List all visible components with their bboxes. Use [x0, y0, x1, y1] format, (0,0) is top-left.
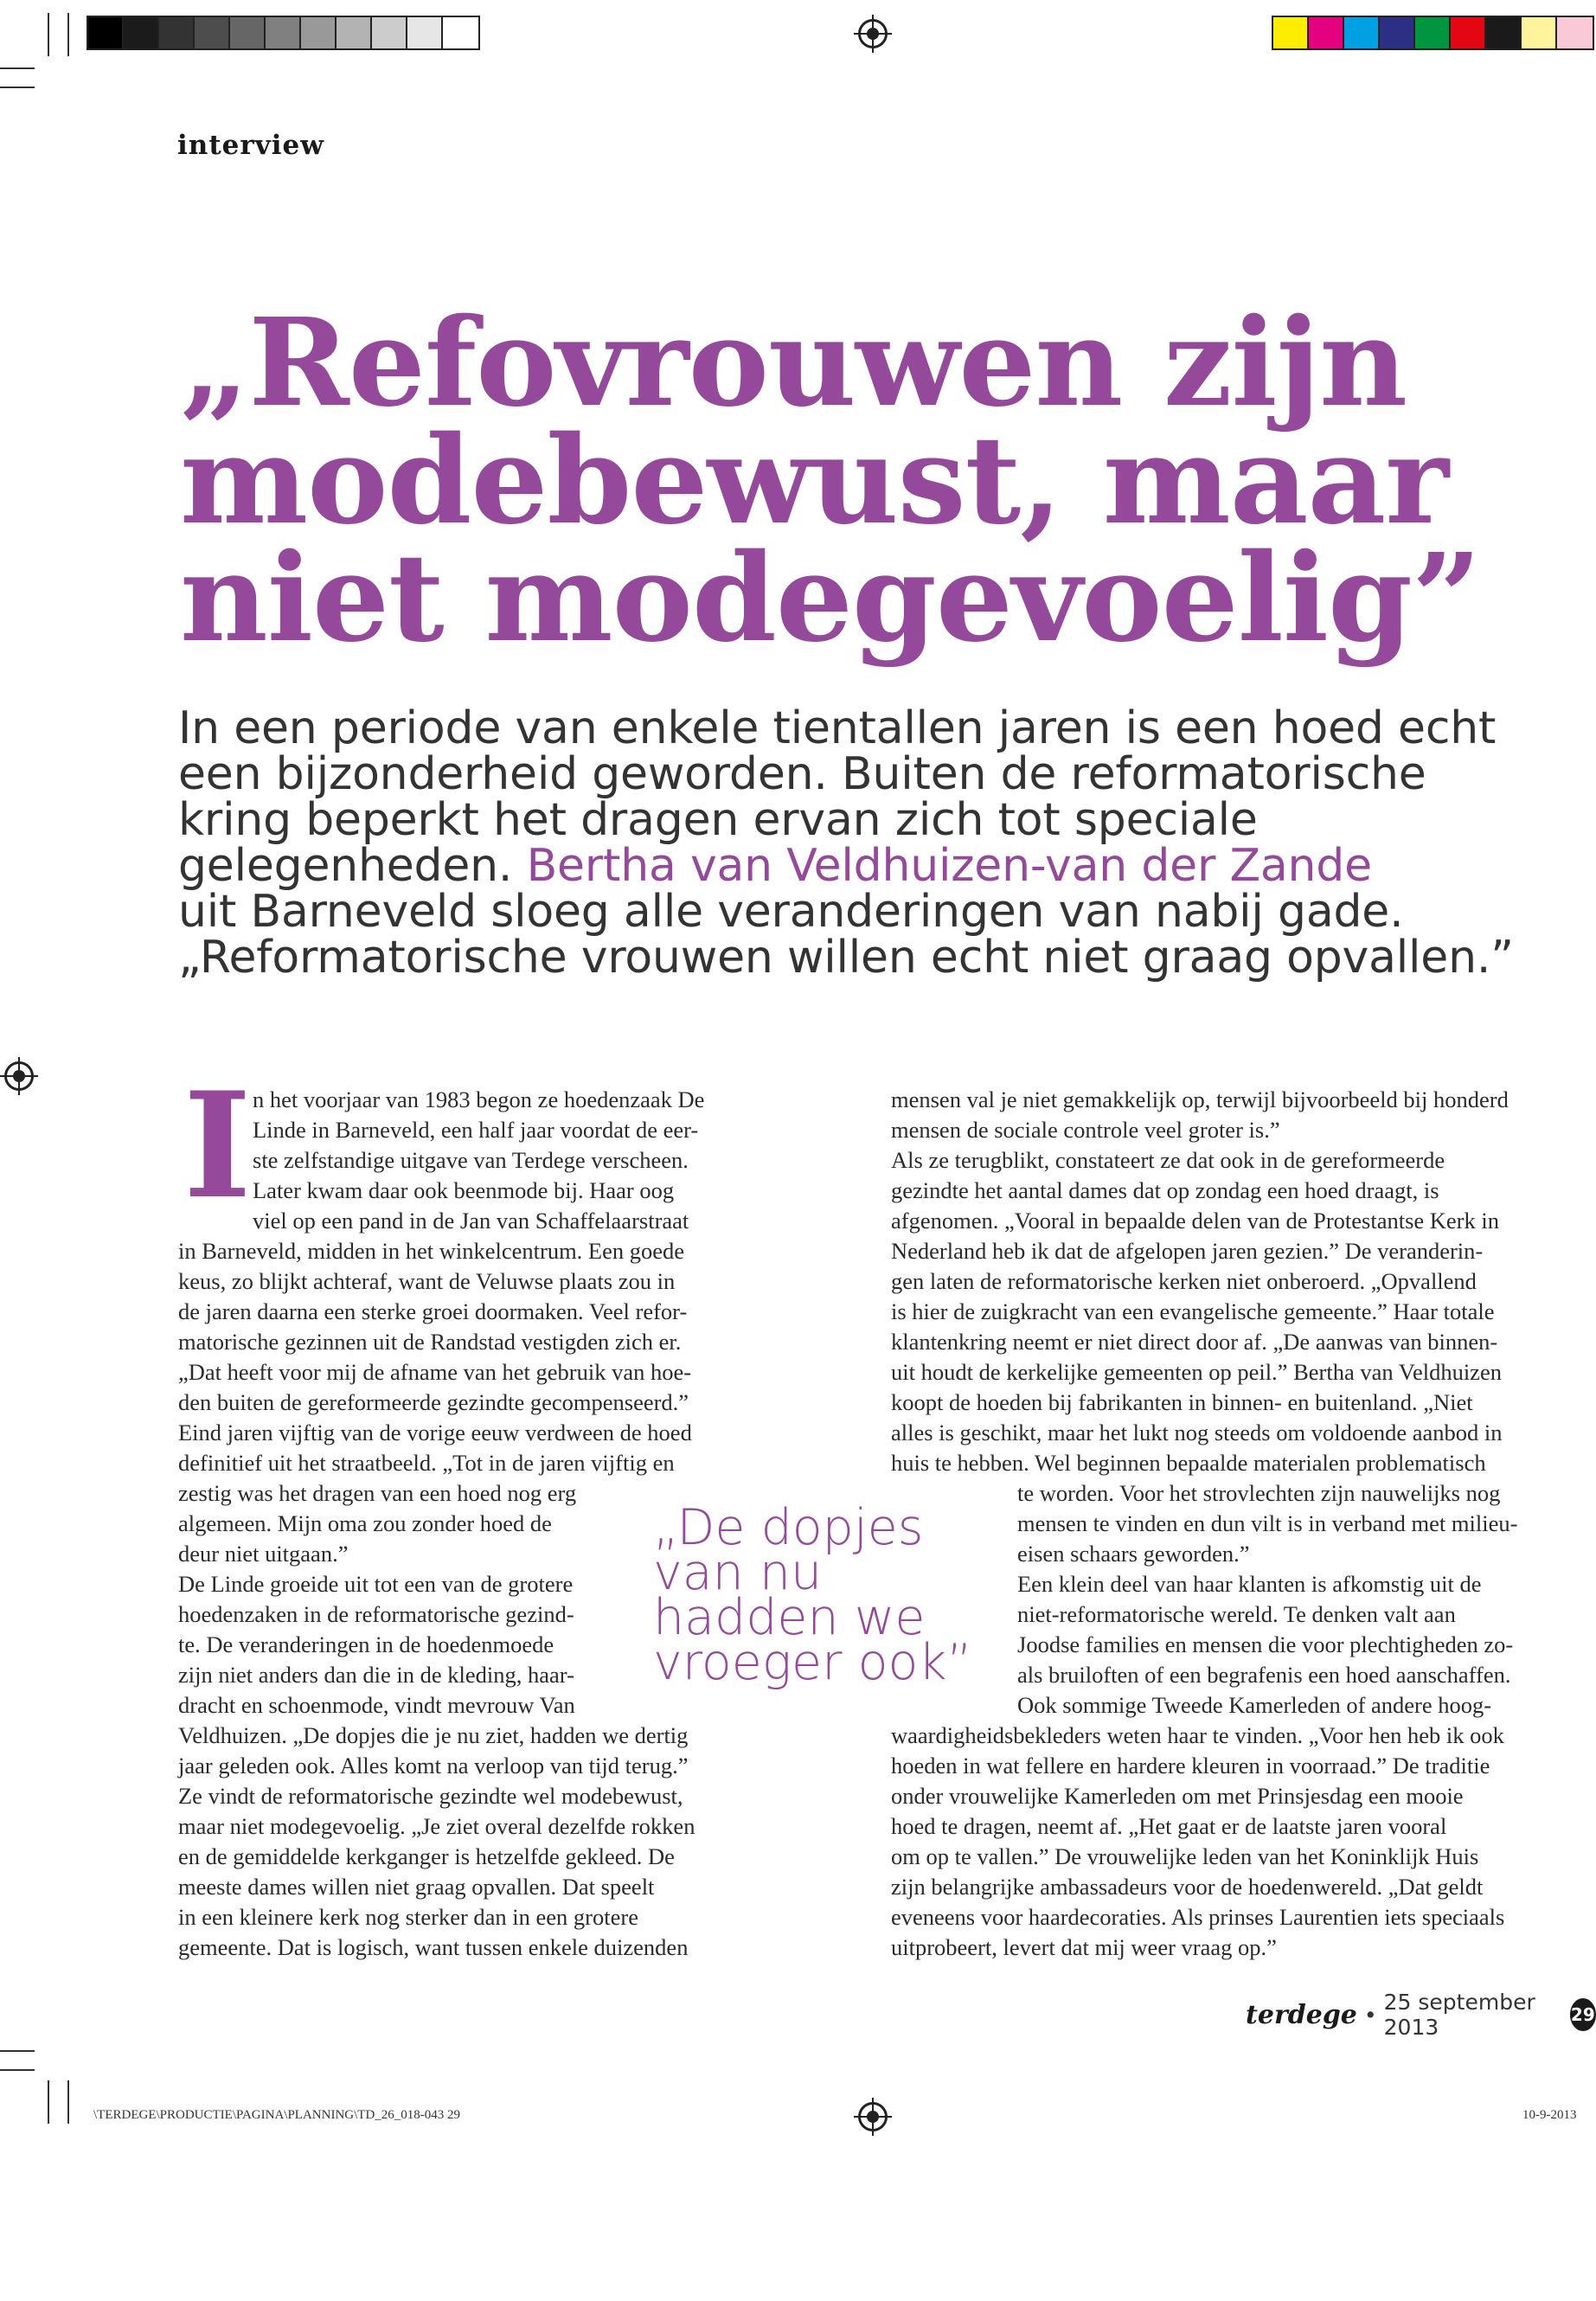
section-label: interview: [177, 130, 324, 161]
color-swatch: [1309, 17, 1344, 48]
headline-line: „Refovrouwen zijn: [180, 292, 1407, 434]
article-line: niet-reformatorische wereld. Te denken valt aan: [1017, 1601, 1456, 1627]
article-line: gen laten de reformatorische kerken niet onberoerd. „Opvallend: [891, 1268, 1477, 1294]
color-swatch: [407, 17, 443, 48]
print-slug-path: \TERDEGE\PRODUCTIE\PAGINA\PLANNING\TD_26_018-043 29: [93, 2108, 461, 2122]
drop-cap: I: [183, 1060, 252, 1231]
article-line: Eind jaren vijftig van de vorige eeuw verdween de hoed: [178, 1420, 692, 1445]
intro-paragraph: [178, 702, 1514, 984]
color-swatch: [301, 17, 337, 48]
color-swatch: [1486, 17, 1522, 48]
color-swatch: [1415, 17, 1451, 48]
article-line: Nederland heb ik dat de afgelopen jaren gezien.” De veranderin-: [891, 1238, 1484, 1264]
intro-line: In een periode van enkele tientallen jaren is een hoed echt: [178, 702, 1497, 754]
article-line: eveneens voor haardecoraties. Als prinses Laurentien iets speciaals: [891, 1904, 1505, 1930]
color-swatch: [88, 17, 124, 48]
color-swatch: [372, 17, 407, 48]
color-swatch: [1522, 17, 1557, 48]
interviewee-name: Bertha van Veldhuizen-van der Zande: [526, 840, 1372, 892]
footer-bullet: •: [1363, 2002, 1377, 2028]
article-line: Later kwam daar ook beenmode bij. Haar oog: [253, 1177, 675, 1203]
article-line: uit houdt de kerkelijke gemeenten op peil.” Bertha van Veldhuizen: [891, 1359, 1502, 1385]
article-line: hoed te dragen, neemt af. „Het gaat er de laatste jaren vooral: [891, 1813, 1447, 1839]
page-footer: [1246, 1990, 1596, 2040]
article-line: koopt de hoeden bij fabrikanten in binnen- en buitenland. „Niet: [891, 1389, 1473, 1415]
article-line: matorische gezinnen uit de Randstad vestigden zich er.: [178, 1329, 682, 1355]
article-line: De Linde groeide uit tot een van de grotere: [178, 1571, 574, 1597]
article-line: in Barneveld, midden in het winkelcentrum. Een goede: [178, 1238, 685, 1264]
article-line: mensen de sociale controle veel groter is.”: [891, 1117, 1280, 1143]
crop-mark: [0, 2069, 35, 2071]
pull-quote-line: „De dopjes: [653, 1499, 924, 1556]
article-line: afgenomen. „Vooral in bepaalde delen van de Protestantse Kerk in: [891, 1208, 1499, 1234]
crop-mark: [0, 87, 35, 88]
article-line: hoedenzaken in de reformatorische gezind-: [178, 1601, 574, 1627]
process-color-bar: [1272, 16, 1594, 50]
print-slug-date: 10-9-2013: [1522, 2108, 1577, 2122]
pull-quote-line: van nu: [653, 1544, 823, 1601]
color-swatch: [124, 17, 159, 48]
color-swatch: [1557, 17, 1593, 48]
crop-mark: [67, 2080, 69, 2124]
article-line: en de gemiddelde kerkganger is hetzelfde gekleed. De: [178, 1843, 675, 1869]
article-line: „Dat heeft voor mij de afname van het gebruik van hoe-: [178, 1359, 692, 1385]
pull-quote-line: vroeger ook”: [653, 1634, 972, 1691]
article-line: te worden. Voor het strovlechten zijn nauwelijks nog: [1017, 1480, 1501, 1506]
article-line: algemeen. Mijn oma zou zonder hoed de: [178, 1510, 552, 1536]
article-line: klantenkring neemt er niet direct door af. „De aanwas van binnen-: [891, 1329, 1498, 1355]
article-line: gezindte het aantal dames dat op zondag een hoed draagt, is: [891, 1177, 1439, 1203]
article-line: Ze vindt de reformatorische gezindte wel modebewust,: [178, 1783, 683, 1809]
article-line: keus, zo blijkt achteraf, want de Veluwse plaats zou in: [178, 1268, 676, 1294]
article-line: in een kleinere kerk nog sterker dan in een grotere: [178, 1904, 638, 1930]
article-line: zijn niet anders dan die in de kleding, haar-: [178, 1662, 574, 1688]
article-line: om op te vallen.” De vrouwelijke leden van het Koninklijk Huis: [891, 1843, 1479, 1869]
article-line: huis te hebben. Wel beginnen bepaalde materialen problematisch: [891, 1450, 1486, 1476]
article-line: onder vrouwelijke Kamerleden om met Prinsjesdag een mooie: [891, 1783, 1464, 1809]
article-line: de jaren daarna een sterke groei doormaken. Veel refor-: [178, 1298, 688, 1324]
color-swatch: [195, 17, 230, 48]
crop-mark: [0, 2050, 35, 2052]
intro-line: uit Barneveld sloeg alle veranderingen van nabij gade.: [178, 886, 1404, 938]
color-swatch: [1273, 17, 1309, 48]
article-line: mensen te vinden en dun vilt is in verband met milieu-: [1017, 1510, 1518, 1536]
color-swatch: [1344, 17, 1380, 48]
page-number: 29: [1570, 1998, 1596, 2031]
article-line: als bruiloften of een begrafenis een hoed aanschaffen.: [1017, 1662, 1511, 1688]
article-line: hoeden in wat fellere en hardere kleuren in voorraad.” De traditie: [891, 1753, 1490, 1779]
intro-line: [178, 840, 1514, 892]
article-line: Veldhuizen. „De dopjes die je nu ziet, hadden we dertig: [178, 1722, 689, 1748]
headline-line: modebewust, maar: [180, 410, 1449, 552]
crop-mark: [67, 13, 69, 56]
intro-line: kring beperkt het dragen ervan zich tot speciale: [178, 794, 1258, 846]
headline-line: niet modegevoelig”: [180, 528, 1481, 670]
article-line: meeste dames willen niet graag opvallen. Dat speelt: [178, 1874, 655, 1900]
article-line: alles is geschikt, maar het lukt nog steeds om voldoende aanbod in: [891, 1420, 1503, 1445]
crop-mark: [0, 67, 35, 69]
article-line: jaar geleden ook. Alles komt na verloop van tijd terug.”: [178, 1753, 689, 1779]
intro-line: een bijzonderheid geworden. Buiten de reformatorische: [178, 748, 1426, 800]
headline: [180, 292, 1481, 670]
article-line: zestig was het dragen van een hoed nog erg: [178, 1480, 577, 1506]
color-swatch: [443, 17, 478, 48]
registration-mark-icon: [858, 2102, 888, 2131]
article-line: zijn belangrijke ambassadeurs voor de hoedenwereld. „Dat geldt: [891, 1874, 1484, 1900]
color-swatch: [159, 17, 195, 48]
grayscale-color-bar: [87, 16, 480, 50]
intro-line: „Reformatorische vrouwen willen echt niet graag opvallen.”: [178, 932, 1514, 984]
crop-mark: [48, 13, 49, 56]
article-line: Een klein deel van haar klanten is afkomstig uit de: [1017, 1571, 1482, 1597]
article-line: te. De veranderingen in de hoedenmoede: [178, 1631, 554, 1657]
article-line: viel op een pand in de Jan van Schaffelaarstraat: [253, 1208, 689, 1234]
issue-date: 25 september 2013: [1383, 1990, 1535, 2040]
article-line: definitief uit het straatbeeld. „Tot in de jaren vijftig en: [178, 1450, 675, 1476]
article-line: Ook sommige Tweede Kamerleden of andere hoog-: [1017, 1692, 1492, 1718]
article-line: uitprobeert, levert dat mij weer vraag op.”: [891, 1934, 1277, 1960]
magazine-logo: terdege: [1246, 1999, 1357, 2030]
color-swatch: [230, 17, 266, 48]
intro-text: gelegenheden.: [178, 840, 527, 892]
article-line: Joodse families en mensen die voor plechtigheden zo-: [1017, 1631, 1514, 1657]
article-line: den buiten de gereformeerde gezindte gecompenseerd.”: [178, 1389, 689, 1415]
article-line: is hier de zuigkracht van een evangelische gemeente.” Haar totale: [891, 1298, 1495, 1324]
article-line: dracht en schoenmode, vindt mevrouw Van: [178, 1692, 575, 1718]
article-line: ste zelfstandige uitgave van Terdege verscheen.: [253, 1147, 689, 1173]
article-line: maar niet modegevoelig. „Je ziet overal dezelfde rokken: [178, 1813, 695, 1839]
color-swatch: [1451, 17, 1486, 48]
color-swatch: [266, 17, 301, 48]
article-line: waardigheidsbekleders weten haar te vinden. „Voor hen heb ik ook: [891, 1722, 1504, 1748]
article-line: Als ze terugblikt, constateert ze dat ook in de gereformeerde: [891, 1147, 1445, 1173]
article-line: mensen val je niet gemakkelijk op, terwijl bijvoorbeeld bij honderd: [891, 1086, 1509, 1112]
article-line: n het voorjaar van 1983 begon ze hoedenzaak De: [253, 1086, 705, 1112]
color-swatch: [1380, 17, 1415, 48]
article-column-1: [178, 1085, 704, 1963]
color-swatch: [337, 17, 372, 48]
article-line: Linde in Barneveld, een half jaar voordat de eer-: [253, 1117, 699, 1143]
pull-quote-line: hadden we: [653, 1589, 926, 1646]
registration-mark-icon: [4, 1061, 34, 1091]
article-column-2: [891, 1085, 1517, 1963]
article-line: deur niet uitgaan.”: [178, 1541, 349, 1567]
crop-mark: [48, 2080, 49, 2124]
article-line: gemeente. Dat is logisch, want tussen enkele duizenden: [178, 1934, 689, 1960]
registration-mark-icon: [858, 19, 888, 48]
article-line: eisen schaars geworden.”: [1017, 1541, 1250, 1567]
